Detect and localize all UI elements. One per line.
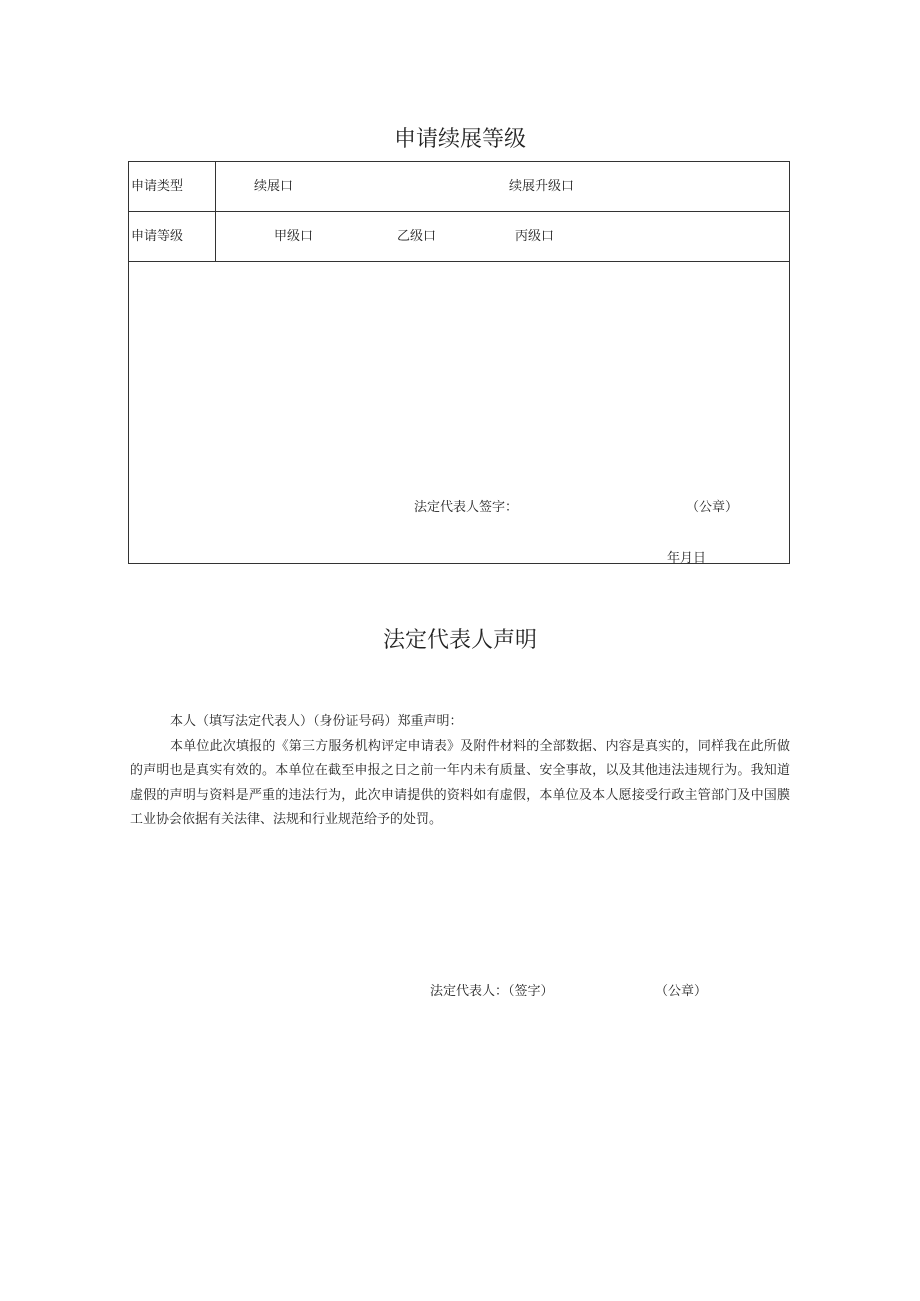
application-type-label: 申请类型 xyxy=(129,162,216,211)
date-label: 年月日 xyxy=(667,551,707,566)
option-renewal-upgrade[interactable]: 续展升级口 xyxy=(509,179,575,194)
declaration-paragraph: 本单位此次填报的《第三方服务机构评定申请表》及附件材料的全部数据、内容是真实的，同样我在此所做的声明也是真实有效的。本单位在截至申报之日之前一年内未有质量、安全事故，以及其他违法违规行为。我知道虚假的声明与资料是严重的违法行为，此次申请提供的资料如有虚假，本单位及本人愿接受行政主管部门及中国膜工业协会依据有关法律、法规和行业规范给予的处罚。 xyxy=(130,738,790,827)
application-form-table xyxy=(128,161,790,564)
application-type-row xyxy=(129,162,789,212)
declaration-title: 法定代表人声明 xyxy=(382,628,537,653)
signature-area xyxy=(129,262,789,566)
legal-rep-sign-line: 法定代表人：（签字） xyxy=(430,984,554,999)
option-renewal[interactable]: 续展口 xyxy=(254,179,294,194)
application-level-label: 申请等级 xyxy=(129,212,216,261)
declaration-intro: 本人（填写法定代表人）（身份证号码）郑重声明： xyxy=(170,714,463,729)
legal-rep-signature-label: 法定代表人签字： xyxy=(414,500,519,515)
application-title: 申请续展等级 xyxy=(393,127,526,152)
option-grade-c[interactable]: 丙级口 xyxy=(515,229,555,244)
official-seal-label: （公章） xyxy=(686,500,739,515)
declaration-body xyxy=(130,710,790,833)
option-grade-b[interactable]: 乙级口 xyxy=(397,229,437,244)
declaration-seal-label: （公章） xyxy=(655,984,708,999)
application-level-row xyxy=(129,212,789,262)
option-grade-a[interactable]: 甲级口 xyxy=(274,229,314,244)
